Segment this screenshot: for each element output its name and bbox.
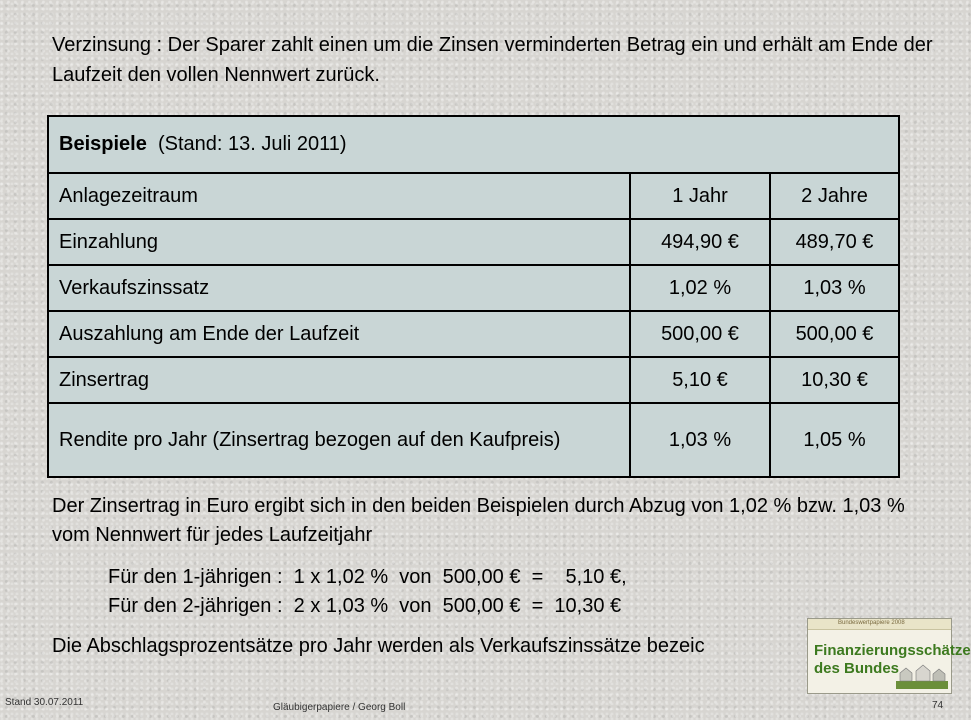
row-value-2: 1,05 % <box>770 403 899 477</box>
logo-title-line-2: des Bundes <box>814 660 900 677</box>
table-row <box>48 311 899 357</box>
row-value-1: 5,10 € <box>630 357 770 403</box>
finanzierungsschaetze-logo <box>807 618 971 694</box>
row-value-2: 2 Jahre <box>770 173 899 219</box>
table-row <box>48 357 899 403</box>
row-value-1: 1 Jahr <box>630 173 770 219</box>
logo-title-line-1: Finanzierungsschätze <box>814 642 971 659</box>
conclusion-paragraph: Die Abschlagsprozentsätze pro Jahr werden als Verkaufszinssätze bezeic <box>52 635 705 657</box>
table-row <box>48 173 899 219</box>
row-label: Einzahlung <box>48 219 630 265</box>
table-title-bold: Beispiele <box>59 133 147 155</box>
table-row <box>48 219 899 265</box>
row-value-1: 1,02 % <box>630 265 770 311</box>
row-label: Auszahlung am Ende der Laufzeit <box>48 311 630 357</box>
calculation-line-1: Für den 1-jährigen : 1 x 1,02 % von 500,00 € = 5,10 €, <box>108 566 627 588</box>
row-value-2: 10,30 € <box>770 357 899 403</box>
intro-text: Verzinsung : Der Sparer zahlt einen um die Zinsen verminderten Betrag ein und erhält am Ende der Laufzeit den vollen Nennwert zurück. <box>52 34 933 86</box>
table-row <box>48 403 899 477</box>
calculation-block <box>108 563 627 621</box>
row-value-1: 500,00 € <box>630 311 770 357</box>
footer-author: Gläubigerpapiere / Georg Boll <box>273 702 406 713</box>
page-number: 74 <box>932 700 944 711</box>
calculation-line-2: Für den 2-jährigen : 2 x 1,03 % von 500,00 € = 10,30 € <box>108 595 622 617</box>
row-label: Verkaufszinssatz <box>48 265 630 311</box>
table-title-row <box>48 116 899 173</box>
row-value-2: 489,70 € <box>770 219 899 265</box>
logo-small-text: Bundeswertpapiere 2008 <box>838 620 905 626</box>
row-value-1: 494,90 € <box>630 219 770 265</box>
row-value-2: 500,00 € <box>770 311 899 357</box>
row-label: Anlagezeitraum <box>48 173 630 219</box>
footer-date: Stand 30.07.2011 <box>5 697 84 708</box>
row-value-2: 1,03 % <box>770 265 899 311</box>
table-title-date: (Stand: 13. Juli 2011) <box>157 133 347 155</box>
examples-table <box>47 115 900 478</box>
row-value-1: 1,03 % <box>630 403 770 477</box>
table-title-cell <box>48 116 899 173</box>
houses-icon <box>896 659 948 689</box>
row-label: Rendite pro Jahr (Zinsertrag bezogen auf den Kaufpreis) <box>48 403 630 477</box>
table-row <box>48 265 899 311</box>
row-label: Zinsertrag <box>48 357 630 403</box>
explanation-paragraph: Der Zinsertrag in Euro ergibt sich in den beiden Beispielen durch Abzug von 1,02 % bzw. 1,03 % vom Nennwert für jedes Laufzeitjahr <box>52 495 905 546</box>
